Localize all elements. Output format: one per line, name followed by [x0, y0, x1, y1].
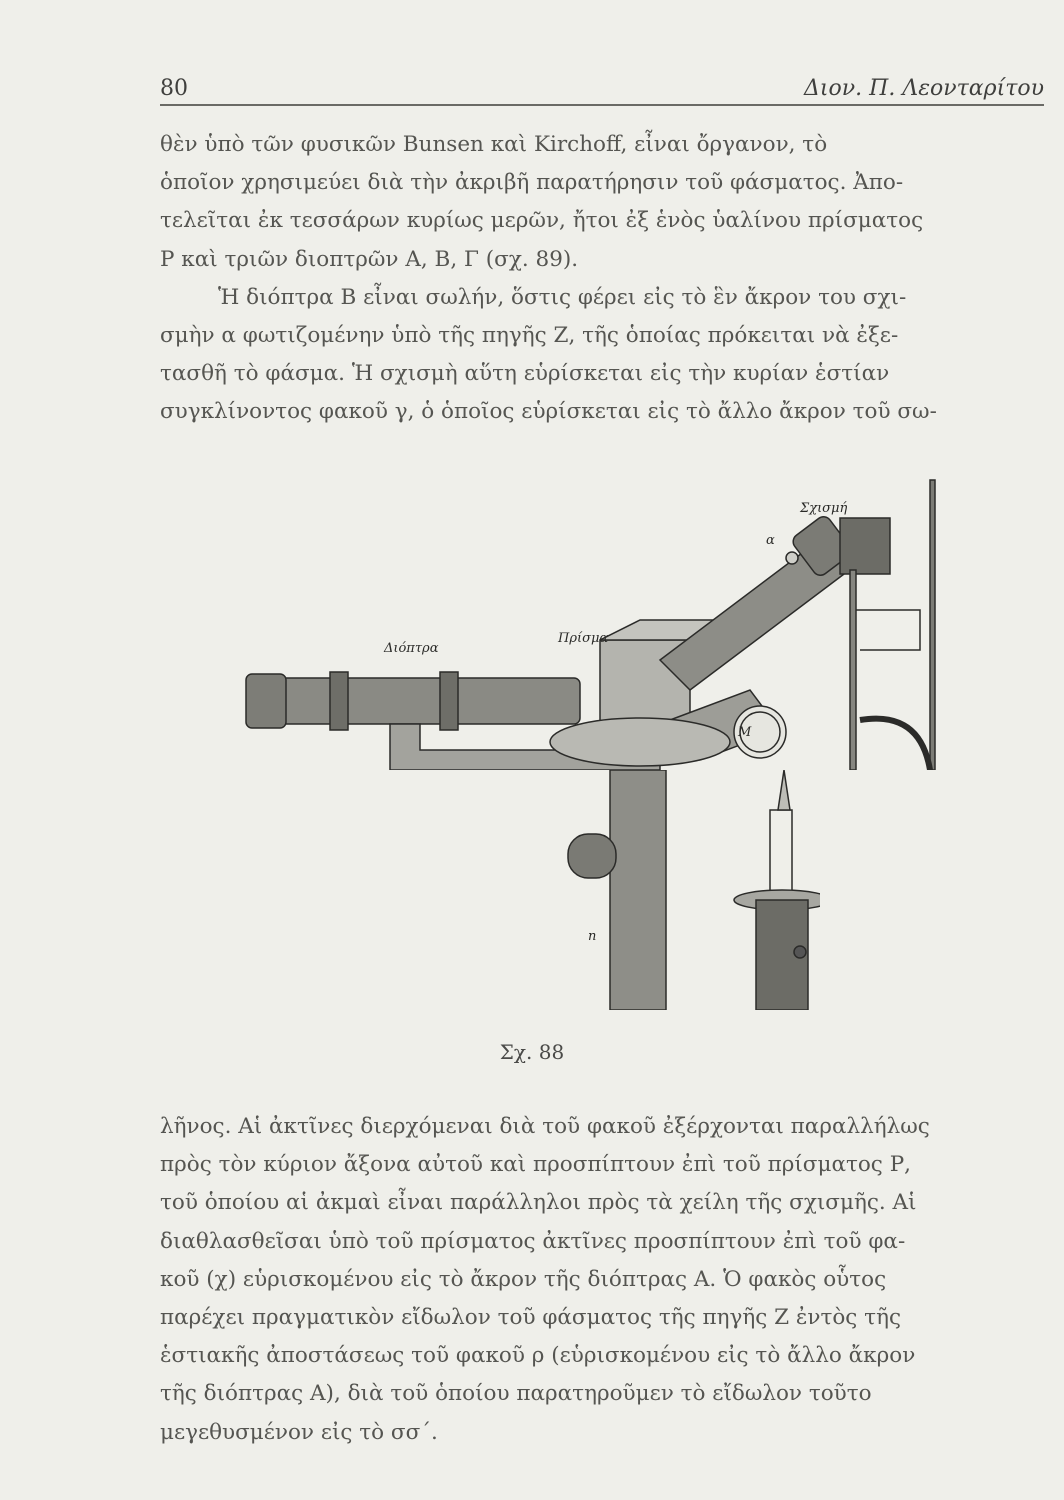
text-line: ὁποῖον χρησιμεύει διὰ τὴν ἀκριβῆ παρατήρησιν τοῦ φάσματος. Ἀπο-	[160, 170, 904, 196]
label-prisma: Πρίσμα	[558, 631, 609, 646]
text-line: θὲν ὑπὸ τῶν φυσικῶν Bunsen καὶ Kirchoff, εἶναι ὄργανον, τὸ	[160, 132, 828, 157]
text-line: παρέχει πραγματικὸν εἴδωλον τοῦ φάσματος τῆς πηγῆς Ζ ἐντὸς τῆς	[160, 1304, 901, 1330]
text-line: κοῦ (χ) εὑρισκομένου εἰς τὸ ἄκρον τῆς διόπτρας Α. Ὁ φακὸς οὗτος	[160, 1266, 887, 1292]
figure-caption: Σχ. 88	[499, 1040, 565, 1064]
figure-lower	[560, 770, 820, 1010]
stand-and-candle-illustration	[560, 770, 820, 1010]
spectroscope-figure	[240, 470, 960, 770]
text-line: τασθῆ τὸ φάσμα. Ἡ σχισμὴ αὕτη εὑρίσκεται εἰς τὴν κυρίαν ἑστίαν	[160, 361, 890, 387]
text-line: Ἡ διόπτρα Β εἶναι σωλήν, ὅστις φέρει εἰς τὸ ἓν ἄκρον του σχι-	[218, 284, 907, 310]
spectroscope-illustration	[240, 470, 960, 770]
page-number: 80	[160, 76, 188, 101]
paragraph-bottom	[160, 1108, 1040, 1452]
text-line: τῆς διόπτρας Α), διὰ τοῦ ὁποίου παρατηροῦμεν τὸ εἴδωλον τοῦτο	[160, 1381, 872, 1407]
text-line: λῆνος. Αἱ ἀκτῖνες διερχόμεναι διὰ τοῦ φακοῦ ἐξέρχονται παραλλήλως	[160, 1114, 930, 1139]
paragraph-top	[160, 126, 1040, 432]
label-alpha: α	[766, 533, 775, 548]
text-line: συγκλίνοντος φακοῦ γ, ὁ ὁποῖος εὑρίσκεται εἰς τὸ ἄλλο ἄκρον τοῦ σω-	[160, 399, 937, 425]
label-n: n	[588, 929, 597, 944]
text-line: τελεῖται ἐκ τεσσάρων κυρίως μερῶν, ἤτοι ἐξ ἑνὸς ὑαλίνου πρίσματος	[160, 208, 924, 234]
text-line: πρὸς τὸν κύριον ἄξονα αὐτοῦ καὶ προσπίπτουν ἐπὶ τοῦ πρίσματος Ρ,	[160, 1152, 911, 1178]
text-line: σμὴν α φωτιζομένην ὑπὸ τῆς πηγῆς Ζ, τῆς ὁποίας πρόκειται νὰ ἐξε-	[160, 322, 899, 348]
text-line: μεγεθυσμένον εἰς τὸ σσ΄.	[160, 1419, 438, 1445]
page-header	[160, 70, 1044, 106]
text-line: Ρ καὶ τριῶν διοπτρῶν Α, Β, Γ (σχ. 89).	[160, 246, 579, 272]
text-line: τοῦ ὁποίου αἱ ἀκμαὶ εἶναι παράλληλοι πρὸς τὰ χείλη τῆς σχισμῆς. Αἱ	[160, 1190, 917, 1216]
label-schismi: Σχισμή	[800, 501, 848, 516]
running-head: Διον. Π. Λεονταρίτου	[804, 76, 1044, 101]
label-m: M	[738, 725, 752, 740]
text-line: διαθλασθεῖσαι ὑπὸ τοῦ πρίσματος ἀκτῖνες προσπίπτουν ἐπὶ τοῦ φα-	[160, 1228, 906, 1254]
text-line: ἑστιακῆς ἀποστάσεως τοῦ φακοῦ ρ (εὑρισκομένου εἰς τὸ ἄλλο ἄκρον	[160, 1343, 916, 1369]
label-dioptra: Διόπτρα	[384, 641, 439, 656]
